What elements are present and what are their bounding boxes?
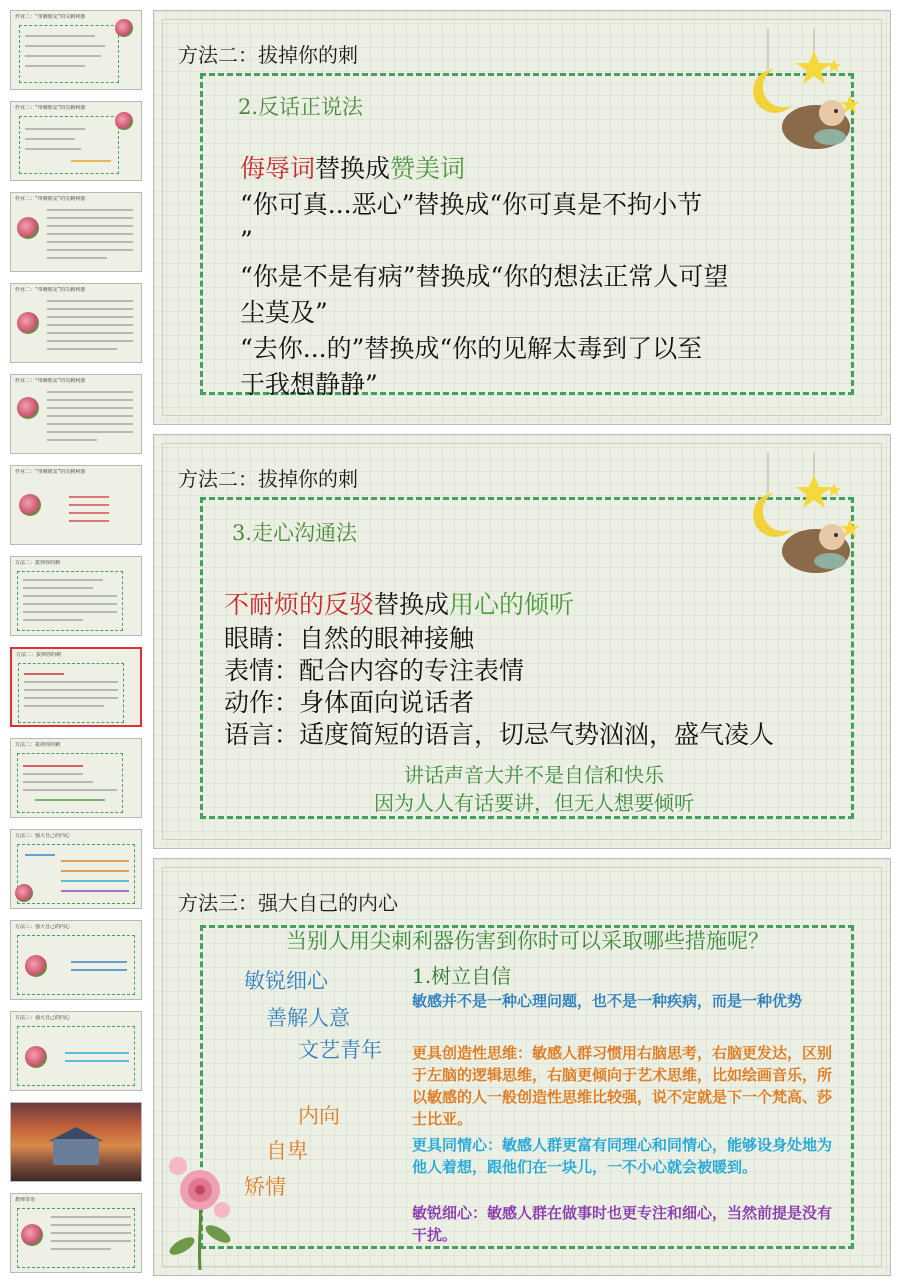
flower-icon	[17, 312, 39, 334]
thumbnail-frame	[19, 25, 119, 83]
thumbnail-text-line	[23, 789, 117, 791]
thumbnail-text-line	[24, 673, 64, 675]
thumbnail-text-line	[47, 439, 97, 441]
thumbnail-text-line	[47, 391, 133, 393]
replacement-lead	[240, 151, 840, 187]
slide-thumbnail-4[interactable]	[10, 283, 142, 363]
paragraph-attentiveness: 敏锐细心：敏感人群在做事时也更专注和细心，当然前提是没有干扰。	[412, 1204, 833, 1244]
insult-words-label: 侮辱词	[240, 154, 316, 183]
thumbnail-title: 作业二：“带刺朋友”的尖刺利器	[15, 196, 86, 202]
slide-thumbnail-2[interactable]	[10, 101, 142, 181]
thumbnail-text-line	[65, 1060, 129, 1062]
thumbnail-text-line	[47, 300, 133, 302]
flower-icon	[17, 217, 39, 239]
thumbnail-title: 方法三：强大自己的内心	[15, 833, 71, 839]
slide-title: 方法二：拔掉你的刺	[178, 467, 358, 491]
star-icon	[827, 59, 841, 72]
thumbnail-text-line	[24, 689, 118, 691]
trait-label: 内向	[298, 1104, 340, 1128]
thumbnail-text-line	[47, 217, 133, 219]
thumbnail-frame	[19, 116, 119, 174]
thumbnail-text-line	[47, 316, 133, 318]
slide-thumbnail-13[interactable]	[10, 1102, 142, 1182]
flower-icon	[25, 1046, 47, 1068]
tip-expression: 表情：配合内容的专注表情	[224, 656, 525, 685]
moon-icon	[753, 493, 792, 537]
thumbnail-text-line	[51, 1216, 131, 1218]
thumbnail-frame	[17, 753, 123, 813]
star-icon	[796, 51, 832, 84]
slide-title: 方法三：强大自己的内心	[178, 891, 398, 915]
thumbnail-text-line	[25, 35, 95, 37]
thumbnail-title: 方法二：拔掉你的刺	[15, 560, 61, 566]
slide-thumbnail-panel	[0, 0, 150, 1286]
speaking-notes	[224, 761, 844, 817]
star-icon	[827, 483, 841, 496]
thumbnail-text-line	[47, 415, 133, 417]
note-line: 因为人人有话要讲，但无人想要倾听	[374, 791, 694, 815]
thumbnail-text-line	[61, 880, 129, 882]
thumbnail-text-line	[25, 138, 75, 140]
thumbnail-text-line	[24, 681, 118, 683]
example-line: 于我想静静”	[240, 370, 378, 399]
tip-language: 语言：适度简短的语言，切忌气势汹汹，盛气凌人	[224, 720, 775, 749]
example-lines	[240, 187, 850, 403]
thumbnail-text-line	[23, 773, 83, 775]
method-subtitle: 3.走心沟通法	[232, 521, 358, 545]
flower-icon	[19, 494, 41, 516]
thumbnail-text-line	[61, 870, 129, 872]
slide-thumbnail-6[interactable]	[10, 465, 142, 545]
thumbnail-text-line	[47, 332, 133, 334]
hedgehog-moon-stars-decoration	[750, 29, 870, 149]
thumbnail-text-line	[47, 249, 133, 251]
thumbnail-text-line	[47, 233, 133, 235]
paragraph-creative-thinking: 更具创造性思维：敏感人群习惯用右脑思考，右脑更发达，区别于左脑的逻辑思维，右脑更倾向于艺术思维，比如绘画音乐，所以敏感的人一般创造性思维比较强，说不定就是下一个梵高、莎士比亚。	[412, 1044, 833, 1128]
slide-thumbnail-3[interactable]	[10, 192, 142, 272]
thumbnail-text-line	[71, 961, 127, 963]
thumbnail-text-line	[23, 579, 103, 581]
section-heading: 1.树立自信	[412, 964, 512, 988]
flower-icon	[115, 112, 133, 130]
thumbnail-text-line	[23, 587, 93, 589]
slide-heartfelt-communication	[153, 434, 891, 849]
thumbnail-text-line	[23, 595, 117, 597]
thumbnail-text-line	[24, 705, 104, 707]
example-line: “你可真...恶心”替换成“你可真是不拘小节	[240, 190, 703, 219]
thumbnail-text-line	[47, 257, 107, 259]
thumbnail-text-line	[51, 1240, 131, 1242]
thumbnail-text-line	[47, 225, 133, 227]
star-icon	[796, 475, 832, 508]
thumbnail-text-line	[25, 65, 85, 67]
replace-with-label: 替换成	[315, 154, 391, 183]
thumbnail-text-line	[25, 55, 101, 57]
thumbnail-text-line	[25, 128, 85, 130]
thumbnail-text-line	[69, 512, 109, 514]
paragraph-advantage: 敏感并不是一种心理问题，也不是一种疾病，而是一种优势	[412, 992, 803, 1010]
thumbnail-text-line	[23, 611, 117, 613]
thumbnail-title: 方法二：拔掉你的刺	[16, 652, 62, 658]
replacement-lead	[224, 587, 844, 623]
thumbnail-text-line	[23, 603, 117, 605]
hedgehog-face	[819, 100, 845, 126]
thumbnail-text-line	[71, 969, 127, 971]
thumbnail-text-line	[61, 860, 129, 862]
method-subtitle: 2.反话正说法	[238, 95, 364, 119]
thumbnail-text-line	[25, 854, 55, 856]
thumbnail-title: 方法二：拔掉你的刺	[15, 742, 61, 748]
example-line: “你是不是有病”替换成“你的想法正常人可望	[240, 262, 729, 291]
flower-icon	[25, 955, 47, 977]
thumbnail-text-line	[47, 308, 133, 310]
slide-reverse-speech	[153, 10, 891, 425]
flower-icon	[160, 1150, 240, 1270]
thumbnail-text-line	[47, 407, 133, 409]
thumbnail-text-line	[47, 340, 133, 342]
thumbnail-text-line	[47, 399, 133, 401]
slide-title: 方法二：拔掉你的刺	[178, 43, 358, 67]
praise-words-label: 赞美词	[390, 154, 466, 183]
slide-thumbnail-8-selected[interactable]	[10, 647, 142, 727]
example-line: “去你...的”替换成“你的见解太毒到了以至	[240, 334, 703, 363]
thumbnail-text-line	[71, 160, 111, 162]
slide-thumbnail-7[interactable]	[10, 556, 142, 636]
thumbnail-text-line	[47, 241, 133, 243]
thumbnail-title: 作业二：“带刺朋友”的尖刺利器	[15, 469, 86, 475]
thumbnail-text-line	[47, 431, 133, 433]
trait-label: 文艺青年	[298, 1038, 382, 1062]
tip-action: 动作：身体面向说话者	[224, 688, 475, 717]
tip-eyes: 眼睛：自然的眼神接触	[224, 624, 475, 653]
flower-icon	[17, 397, 39, 419]
thumbnail-text-line	[24, 697, 118, 699]
flower-icon	[21, 1224, 43, 1246]
paragraph-empathy: 更具同情心：敏感人群更富有同理心和同情心，能够设身处地为他人着想，跟他们在一块儿，一不小心就会被暖到。	[412, 1136, 833, 1176]
thumbnail-text-line	[69, 520, 109, 522]
thumbnail-text-line	[47, 324, 133, 326]
thumbnail-title: 作业二：“带刺朋友”的尖刺利器	[15, 378, 86, 384]
thumbnail-text-line	[47, 348, 117, 350]
slide-thumbnail-1[interactable]	[10, 10, 142, 90]
thumbnail-text-line	[69, 504, 109, 506]
slide-thumbnail-12[interactable]	[10, 1011, 142, 1091]
trait-label: 善解人意	[266, 1006, 350, 1030]
thumbnail-frame	[18, 663, 124, 723]
thumbnail-frame	[17, 844, 135, 904]
flower-icon	[15, 884, 33, 902]
flower-icon	[115, 19, 133, 37]
thumbnail-text-line	[47, 209, 133, 211]
replace-with-label: 替换成	[374, 590, 450, 619]
moon-icon	[753, 69, 792, 113]
thumbnail-text-line	[23, 765, 83, 767]
thumbnail-text-line	[25, 45, 105, 47]
thumbnail-text-line	[51, 1232, 131, 1234]
thumbnail-text-line	[35, 799, 105, 801]
attentive-listening-label: 用心的倾听	[449, 590, 575, 619]
thumbnail-text-line	[51, 1248, 111, 1250]
hedgehog-face	[819, 524, 845, 550]
house-image	[53, 1139, 99, 1165]
slide-thumbnail-14[interactable]	[10, 1193, 142, 1273]
slide-thumbnail-5[interactable]	[10, 374, 142, 454]
trait-label: 敏锐细心	[244, 969, 328, 993]
thumbnail-text-line	[65, 1052, 129, 1054]
slide-thumbnail-11[interactable]	[10, 920, 142, 1000]
thumbnail-title: 方法三：强大自己的内心	[15, 924, 71, 930]
thumbnail-text-line	[47, 423, 133, 425]
trait-label: 矫情	[244, 1175, 286, 1199]
slide-thumbnail-9[interactable]	[10, 738, 142, 818]
thumbnail-text-line	[23, 619, 83, 621]
thumbnail-text-line	[25, 148, 81, 150]
hedgehog-moon-stars-decoration	[750, 453, 870, 573]
guiding-question: 当别人用尖刺利器伤害到你时可以采取哪些措施呢？	[286, 929, 769, 953]
thumbnail-text-line	[51, 1224, 131, 1226]
thumbnail-title: 作业二：“带刺朋友”的尖刺利器	[15, 14, 86, 20]
thumbnail-title: 作业二：“带刺朋友”的尖刺利器	[15, 287, 86, 293]
trait-label: 自卑	[266, 1139, 308, 1163]
thumbnail-text-line	[69, 496, 109, 498]
slide-thumbnail-10[interactable]	[10, 829, 142, 909]
thumbnail-title: 教师寄语	[15, 1197, 36, 1203]
thumbnail-text-line	[23, 781, 93, 783]
thumbnail-title: 方法三：强大自己的内心	[15, 1015, 71, 1021]
thumbnail-text-line	[61, 890, 129, 892]
listening-tips	[224, 623, 864, 751]
example-line: 尘莫及”	[240, 298, 328, 327]
thumbnail-title: 作业二：“带刺朋友”的尖刺利器	[15, 105, 86, 111]
impatient-rebuttal-label: 不耐烦的反驳	[224, 590, 375, 619]
note-line: 讲话声音大并不是自信和快乐	[404, 763, 664, 787]
example-line: ”	[240, 226, 253, 255]
